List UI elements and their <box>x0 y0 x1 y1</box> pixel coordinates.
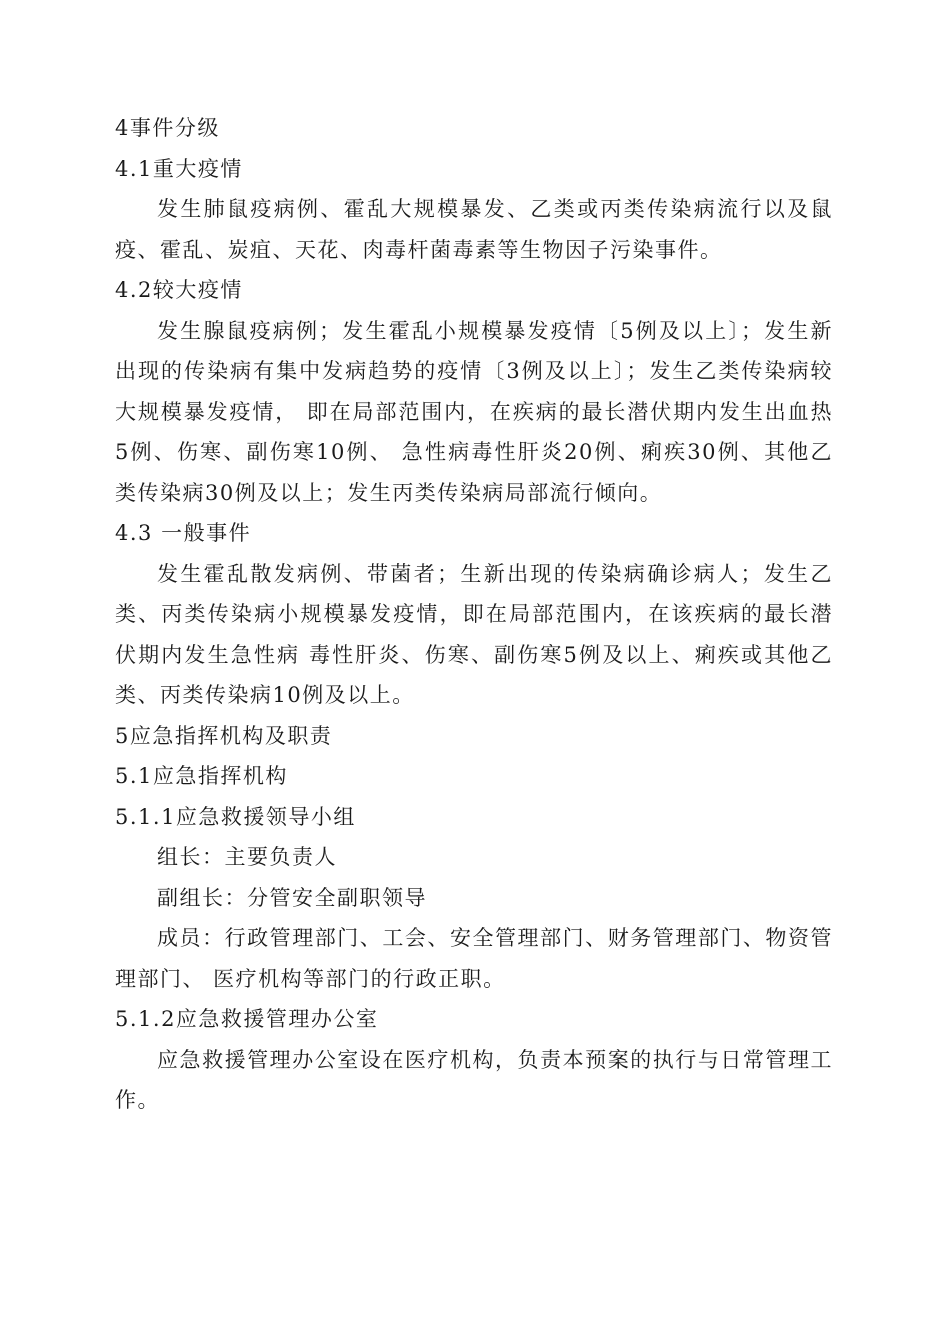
paragraph-4-1: 发生肺鼠疫病例、霍乱大规模暴发、乙类或丙类传染病流行以及鼠疫、霍乱、炭疽、天花、肉毒杆菌毒素等生物因子污染事件。 <box>115 197 833 262</box>
section-heading-5: 5应急指挥机构及职责 <box>115 723 333 748</box>
members-paragraph: 成员：行政管理部门、工会、安全管理部门、财务管理部门、物资管理部门、 医疗机构等部门的行政正职。 <box>115 926 833 991</box>
section-heading-4-3: 4.3 一般事件 <box>115 521 252 545</box>
section-heading-4-1: 4.1重大疫情 <box>115 156 243 181</box>
section-heading-5-1-2: 5.1.2应急救援管理办公室 <box>115 1007 379 1031</box>
section-heading-5-1-1: 5.1.1应急救援领导小组 <box>115 804 356 829</box>
leader-line: 组长：主要负责人 <box>157 845 337 869</box>
section-heading-5-1: 5.1应急指挥机构 <box>115 764 288 788</box>
paragraph-4-2: 发生腺鼠疫病例；发生霍乱小规模暴发疫情〔5例及以上〕；发生新出现的传染病有集中发病趋势的疫情〔3例及以上〕；发生乙类传染病较大规模暴发疫情， 即在局部范围内，在疾病的最长潜伏期内发生出血热5例、伤寒、副伤寒10例、 急性病毒性肝炎20例、痢疾30例、其他乙类传染病30例及以上；发生丙类传染病局部流行倾向。 <box>115 318 833 505</box>
deputy-leader-line: 副组长：分管安全副职领导 <box>157 885 427 910</box>
document-page <box>115 108 833 1121</box>
section-heading-4-2: 4.2较大疫情 <box>115 278 243 302</box>
section-heading-4: 4事件分级 <box>115 116 220 140</box>
paragraph-4-3: 发生霍乱散发病例、带菌者；生新出现的传染病确诊病人；发生乙类、丙类传染病小规模暴发疫情，即在局部范围内，在该疾病的最长潜伏期内发生急性病 毒性肝炎、伤寒、副伤寒5例及以上、痢疾或其他乙类、丙类传染病10例及以上。 <box>115 561 833 707</box>
paragraph-5-1-2: 应急救援管理办公室设在医疗机构，负责本预案的执行与日常管理工作。 <box>115 1047 833 1112</box>
